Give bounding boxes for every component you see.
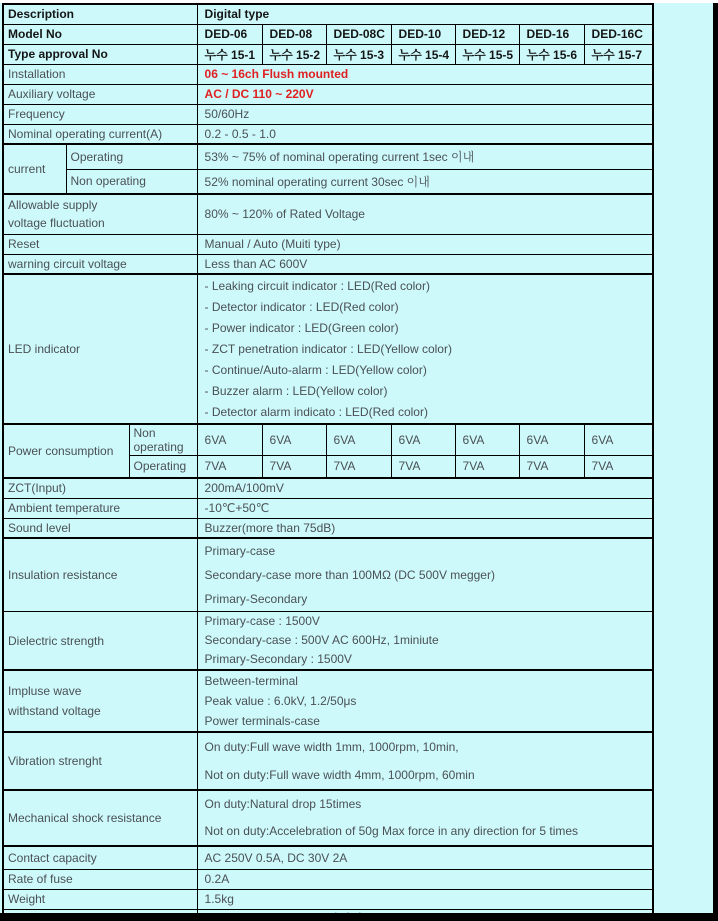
sub-label: Operating [129, 455, 197, 478]
model-cell: DED-08 [262, 24, 326, 44]
row-value [197, 538, 653, 612]
approval-cell: 누수 15-7 [584, 44, 653, 64]
row-reset [3, 234, 653, 254]
value-line: Primary-case : 1500V [204, 614, 320, 628]
approval-cell: 누수 15-2 [262, 44, 326, 64]
digital-type-label: Digital type [197, 4, 653, 24]
approval-cell: 누수 15-6 [519, 44, 584, 64]
model-cell: DED-12 [455, 24, 519, 44]
value-line: Power terminals-case [204, 714, 320, 728]
row-led-indicator [3, 274, 653, 424]
row-label: Installation [3, 64, 197, 84]
value-line: Secondary-case : 500V AC 600Hz, 1miniute [204, 633, 439, 647]
power-value-cell: 7VA [584, 455, 653, 478]
model-cell: DED-08C [326, 24, 391, 44]
value-line: On duty:Natural drop 15times [204, 797, 362, 811]
power-value-cell: 7VA [519, 455, 584, 478]
value-line: Primary-Secondary : 1500V [204, 652, 352, 666]
value-line: Not on duty:Full wave width 4mm, 1000rpm, 60min [204, 768, 475, 782]
row-contact [3, 846, 653, 869]
power-value-cell: 6VA [519, 424, 584, 455]
value-line: - Leaking circuit indicator : LED(Red color) [204, 278, 430, 293]
row-label: Mechanical shock resistance [3, 790, 197, 846]
row-value: 200mA/100mV [197, 478, 653, 498]
row-zct [3, 478, 653, 498]
row-mechanical [3, 790, 653, 846]
row-value: Less than AC 600V [197, 254, 653, 274]
approval-cell: 누수 15-4 [391, 44, 455, 64]
power-value-cell: 6VA [584, 424, 653, 455]
power-value-cell: 7VA [391, 455, 455, 478]
power-value-cell: 7VA [326, 455, 391, 478]
model-cell: DED-06 [197, 24, 262, 44]
type-approval-label: Type approval No [3, 44, 197, 64]
row-value: 0.2 - 0.5 - 1.0 [197, 124, 653, 144]
row-label: warning circuit voltage [3, 254, 197, 274]
row-auxiliary-voltage [3, 84, 653, 104]
row-value [197, 612, 653, 671]
sub-label [129, 424, 197, 455]
row-ambient [3, 498, 653, 518]
power-value-cell: 7VA [455, 455, 519, 478]
row-label: Rate of fuse [3, 869, 197, 889]
row-installation [3, 64, 653, 84]
approval-cell: 누수 15-1 [197, 44, 262, 64]
row-vibration [3, 732, 653, 790]
row-label: Contact capacity [3, 846, 197, 869]
row-value: 0.2A [197, 869, 653, 889]
sub-label: Operating [66, 144, 197, 169]
row-label: Nominal operating current(A) [3, 124, 197, 144]
row-current-non-operating [3, 169, 653, 194]
row-label: ZCT(Input) [3, 478, 197, 498]
label-line: Allowable supply [8, 198, 98, 213]
row-value: 80% ~ 120% of Rated Voltage [197, 194, 653, 234]
value-line: Primary-Secondary [204, 592, 308, 606]
row-value: 52% nominal operating current 30sec 이내 [197, 169, 653, 194]
row-label: Ambient temperature [3, 498, 197, 518]
model-cell: DED-10 [391, 24, 455, 44]
row-model-no [3, 24, 653, 44]
row-power-non-operating [3, 424, 653, 455]
power-value-cell: 7VA [262, 455, 326, 478]
screenshot-bottom-edge [0, 913, 718, 921]
row-value: Manual / Auto (Muiti type) [197, 234, 653, 254]
description-label: Description [3, 4, 197, 24]
approval-cell: 누수 15-3 [326, 44, 391, 64]
row-value: 53% ~ 75% of nominal operating current 1sec 이내 [197, 144, 653, 169]
row-label [3, 670, 197, 732]
power-value-cell: 6VA [455, 424, 519, 455]
value-line: - Buzzer alarm : LED(Yellow color) [204, 383, 388, 398]
label-line: Impluse wave [8, 684, 82, 698]
row-value: 06 ~ 16ch Flush mounted [197, 64, 653, 84]
row-value [197, 732, 653, 790]
row-frequency [3, 104, 653, 124]
value-line: Not on duty:Accelebration of 50g Max force in any direction for 5 times [204, 824, 579, 838]
value-line: - Detector alarm indicato : LED(Red color) [204, 404, 428, 419]
row-label: LED indicator [3, 274, 197, 424]
row-label: Sound level [3, 518, 197, 538]
row-weight [3, 889, 653, 909]
power-value-cell: 6VA [326, 424, 391, 455]
value-line: Peak value : 6.0kV, 1.2/50μs [204, 694, 357, 708]
power-value-cell: 6VA [391, 424, 455, 455]
row-value [197, 274, 653, 424]
row-label: Reset [3, 234, 197, 254]
row-value: Buzzer(more than 75dB) [197, 518, 653, 538]
row-label: Dielectric strength [3, 612, 197, 671]
row-description [3, 4, 653, 24]
value-line: - Power indicator : LED(Green color) [204, 320, 399, 335]
row-label: Weight [3, 889, 197, 909]
value-line: On duty:Full wave width 1mm, 1000rpm, 10min, [204, 740, 459, 754]
screenshot-right-edge [713, 3, 718, 921]
row-fuse [3, 869, 653, 889]
row-label: Insulation resistance [3, 538, 197, 612]
label-line: Non [133, 425, 156, 440]
row-warning-circuit [3, 254, 653, 274]
row-label: Vibration strenght [3, 732, 197, 790]
row-value: 50/60Hz [197, 104, 653, 124]
row-insulation [3, 538, 653, 612]
row-current-operating [3, 144, 653, 169]
value-line: - ZCT penetration indicator : LED(Yellow color) [204, 341, 452, 356]
model-cell: DED-16C [584, 24, 653, 44]
value-line: Between-terminal [204, 674, 298, 688]
value-line: - Detector indicator : LED(Red color) [204, 299, 399, 314]
row-type-approval [3, 44, 653, 64]
row-sound [3, 518, 653, 538]
power-group-label: Power consumption [3, 424, 129, 478]
power-value-cell: 6VA [197, 424, 262, 455]
value-line: - Continue/Auto-alarm : LED(Yellow color) [204, 362, 427, 377]
approval-cell: 누수 15-5 [455, 44, 519, 64]
current-group-label: current [3, 144, 66, 194]
row-value [197, 670, 653, 732]
power-value-cell: 7VA [197, 455, 262, 478]
row-allowable-supply [3, 194, 653, 234]
power-value-cell: 6VA [262, 424, 326, 455]
row-value: -10℃+50℃ [197, 498, 653, 518]
sheet-background [0, 3, 718, 921]
row-impulse [3, 670, 653, 732]
row-value [197, 790, 653, 846]
sub-label: Non operating [66, 169, 197, 194]
row-value: AC 250V 0.5A, DC 30V 2A [197, 846, 653, 869]
label-line: voltage fluctuation [8, 216, 105, 231]
label-line: withstand voltage [8, 704, 101, 718]
spec-table [2, 3, 654, 921]
row-label: Frequency [3, 104, 197, 124]
label-line: operating [133, 439, 184, 454]
row-nominal-current [3, 124, 653, 144]
row-dielectric [3, 612, 653, 671]
value-line: Primary-case [204, 544, 276, 558]
row-value: AC / DC 110 ~ 220V [197, 84, 653, 104]
row-value: 1.5kg [197, 889, 653, 909]
model-cell: DED-16 [519, 24, 584, 44]
row-label: Auxiliary voltage [3, 84, 197, 104]
row-label [3, 194, 197, 234]
value-line: Secondary-case more than 100MΩ (DC 500V megger) [204, 568, 495, 582]
model-no-label: Model No [3, 24, 197, 44]
